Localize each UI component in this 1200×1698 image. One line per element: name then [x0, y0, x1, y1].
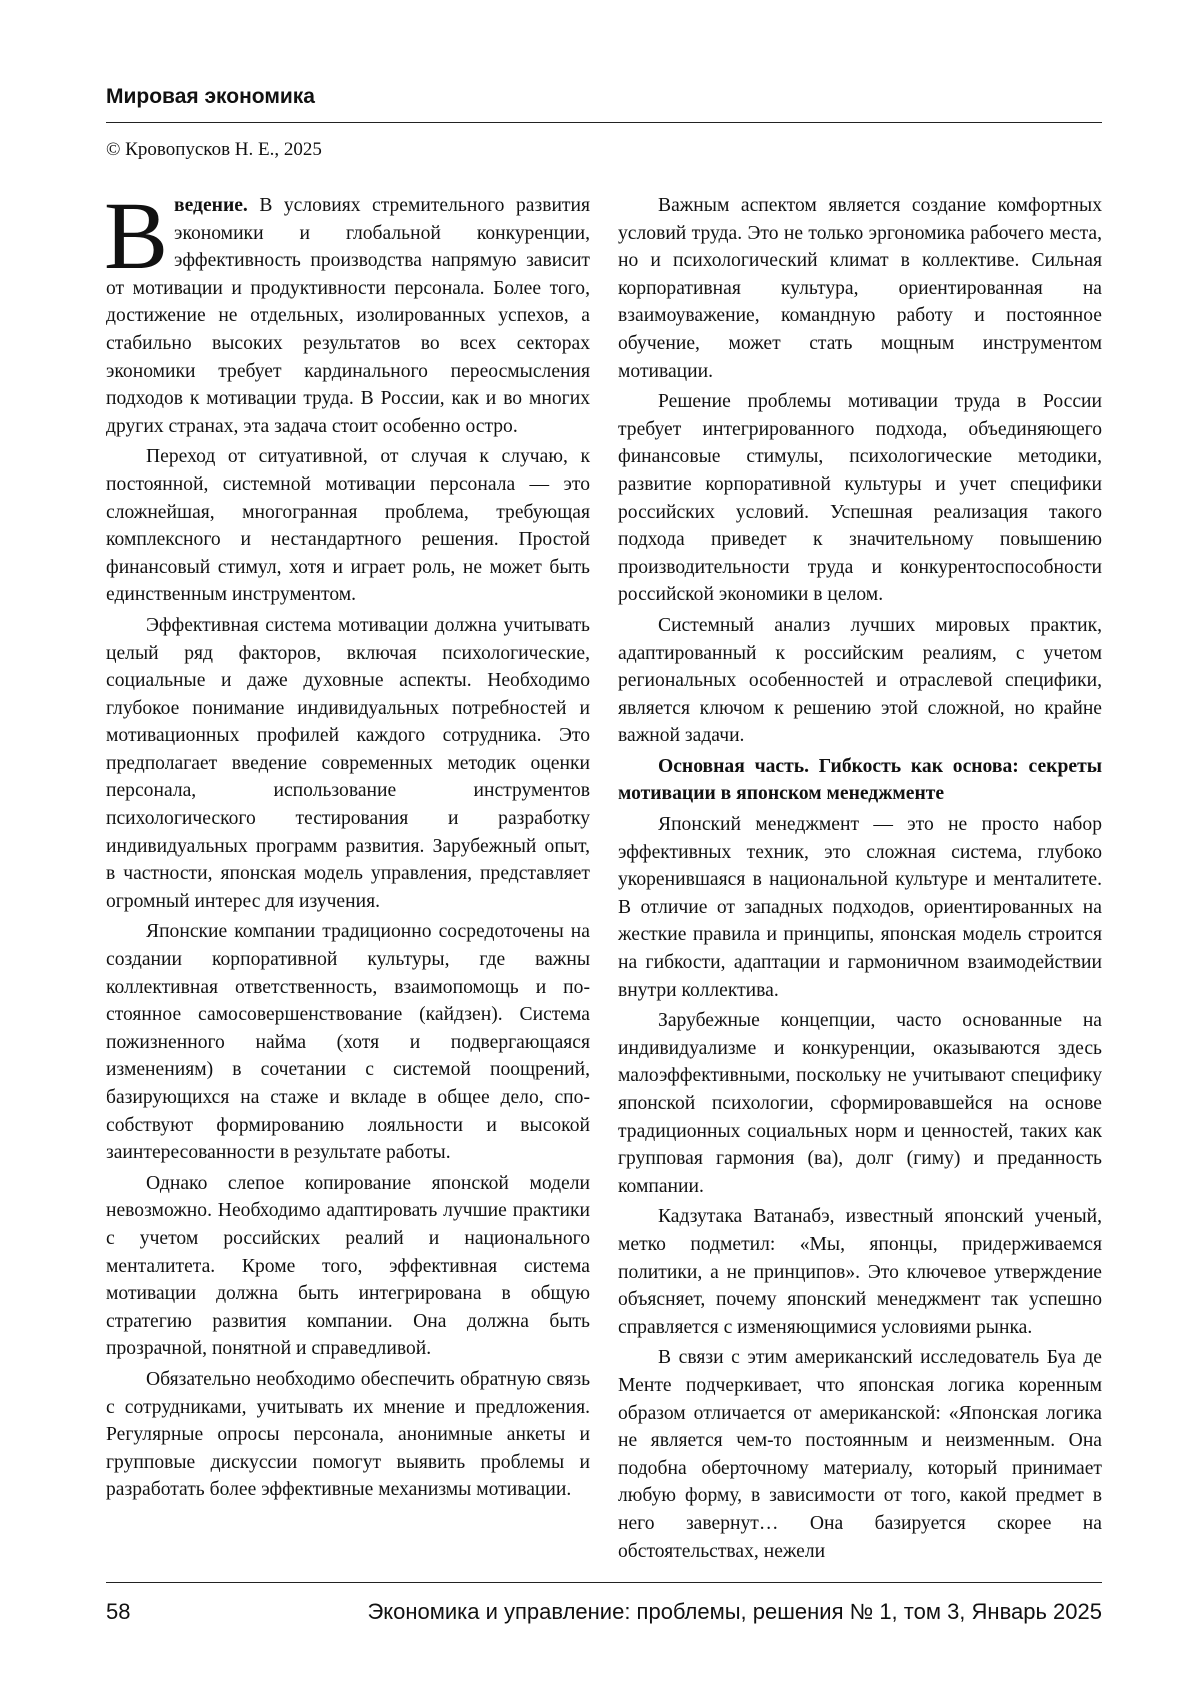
paragraph: Японские компании традиционно сосредоточе­ны на создании корпоративной культуры, где важны коллективная ответственность, взаимопомощь и по­стоянное самосовершенствование (кайдзен). Систе­ма пожизненного найма (хотя и подвергающаяся изменениям) в сочетании с системой поощрений, базирующихся на стаже и вкладе в общее дело, спо­собствуют формированию лояльности и высокой заинтересованности в результате работы.	[106, 918, 590, 1166]
section-heading: Основная часть. Гибкость как основа: се­креты мотивации в японском менеджменте	[618, 753, 1102, 808]
page-number: 58	[106, 1598, 130, 1626]
paragraph: Решение проблемы мотивации труда в России требует интегрированного подхода, объединяю­щего финансовые стимулы, психологические ме­тодики, развитие корпоративной культуры и учет специфики российских условий. Успешная реали­зация такого подхода приведет к значительному повышению производительности труда и конку­рентоспособности российской экономики в целом.	[618, 388, 1102, 609]
journal-title: Экономика и управление: проблемы, решения № 1, том 3, Январь 2025	[367, 1598, 1102, 1626]
left-column	[106, 192, 590, 1507]
paragraph: В связи с этим американский исследователь Буа де Менте подчеркивает, что японская логика коренным образом отличается от американской: «Японская логика не является чем-то постоянным и неизменным. Она подобна оберточному матери­алу, который принимает любую форму, в зависи­мости от того, какой предмет в него завернут… Она базируется скорее на обстоятельствах, нежели	[618, 1344, 1102, 1565]
intro-text: В условиях стремительного разви­тия экономики и глобальной конкуренции, эффективность производства напрямую за­висит от мотивации и продуктивности персонала. Более того, достижение не отдельных, изолирован­ных успехов, а стабильно высоких результатов во всех секторах экономики требует кардинального переосмысления подходов к мотивации труда. В России, как и во многих других странах, эта задача стоит особенно остро.	[106, 195, 590, 437]
paragraph: Однако слепое копирование японской модели невозможно. Необходимо адаптировать лучшие практики с учетом российских реалий и нацио­нального менталитета. Кроме того, эффективная система мотивации должна быть интегрирована в общую стратегию развития компании. Она долж­на быть прозрачной, понятной и справедливой.	[106, 1170, 590, 1363]
paragraph: Эффективная система мотивации должна учитывать целый ряд факторов, включая психо­логические, социальные и даже духовные аспекты. Необходимо глубокое понимание индивидуальных потребностей и мотивационных профилей каждого сотрудника. Это предполагает введение современ­ных методик оценки персонала, использование инструментов психологического тестирования и разработку индивидуальных программ развития. Зарубежный опыт, в частности, японская модель управления, представляет огромный интерес для изучения.	[106, 612, 590, 916]
intro-paragraph	[106, 192, 590, 440]
intro-lead: ведение.	[174, 195, 248, 216]
paragraph: Кадзутака Ватанабэ, известный японский уче­ный, метко подметил: «Мы, японцы, придерживa­емся политики, а не принципов». Это ключевое утверждение объясняет, почему японский менед­жмент так успешно справляется с изменяющимися условиями рынка.	[618, 1203, 1102, 1341]
footer-rule	[106, 1582, 1102, 1583]
section-title: Мировая экономика	[106, 84, 1096, 110]
drop-cap: В	[104, 196, 168, 272]
paragraph: Важным аспектом является создание ком­фортных условий труда. Это не только эргономи­ка рабочего места, но и психологический климат в коллективе. Сильная корпоративная культура, ориентированная на взаимоуважение, командную работу и постоянное обучение, может стать мощ­ным инструментом мотивации.	[618, 192, 1102, 385]
journal-page	[0, 0, 1200, 1698]
right-column	[618, 192, 1102, 1568]
header-rule	[106, 122, 1102, 123]
copyright-line: © Кровопусков Н. Е., 2025	[106, 138, 322, 162]
paragraph: Переход от ситуативной, от случая к случаю, к постоянной, системной мотивации персонала — это сложнейшая, многогранная проблема, тре­бующая комплексного и нестандартного решения. Простой финансовый стимул, хотя и играет роль, не может быть единственным инструментом.	[106, 443, 590, 609]
paragraph: Японский менеджмент — это не просто на­бор эффективных техник, это сложная система, глубоко укоренившаяся в национальной культуре и менталитете. В отличие от западных подходов, ориентированных на жесткие правила и принципы, японская модель строится на гибкости, адаптации и гармоничном взаимодействии внутри коллектива.	[618, 811, 1102, 1004]
paragraph: Обязательно необходимо обеспечить обрат­ную связь с сотрудниками, учитывать их мнение и предложения. Регулярные опросы персонала, анонимные анкеты и групповые дискуссии помо­гут выявить проблемы и разработать более эффек­тивные механизмы мотивации.	[106, 1366, 590, 1504]
paragraph: Зарубежные концепции, часто основанные на индивидуализме и конкуренции, оказываются здесь малоэффективными, поскольку не учитыва­ют специфику японской психологии, сформировав­шейся на основе традиционных социальных норм и ценностей, таких как групповая гармония (ва), долг (гиму) и преданность компании.	[618, 1007, 1102, 1200]
paragraph: Системный анализ лучших мировых практик, адаптированный к российским реалиям, с учетом региональных особенностей и отраслевой специ­фики, является ключом к решению этой сложной, но крайне важной задачи.	[618, 612, 1102, 750]
